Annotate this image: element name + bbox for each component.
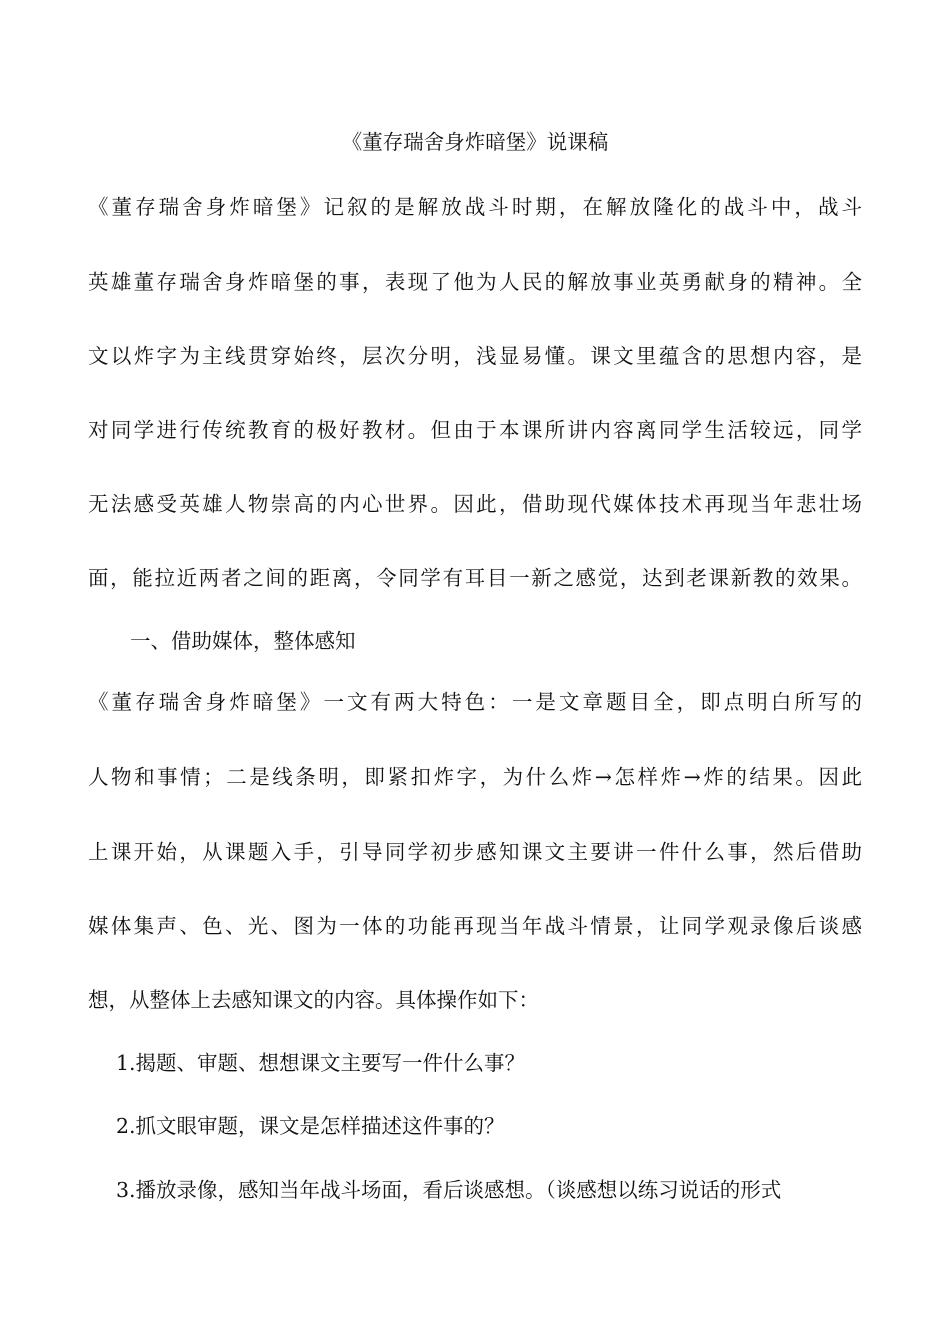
paragraph-1-line-3: 文以炸字为主线贯穿始终，层次分明，浅显易懂。课文里蕴含的思想内容，是	[88, 344, 862, 368]
paragraph-2-line-4: 媒体集声、色、光、图为一体的功能再现当年战斗情景，让同学观录像后谈感	[88, 914, 862, 938]
paragraph-2-line-5: 想，从整体上去感知课文的内容。具体操作如下：	[88, 988, 539, 1012]
paragraph-1-line-6: 面，能拉近两者之间的距离，令同学有耳目一新之感觉，达到老课新教的效果。	[88, 566, 862, 590]
paragraph-1-line-1: 《董存瑞舍身炸暗堡》记叙的是解放战斗时期，在解放隆化的战斗中，战斗	[88, 195, 862, 219]
step-1: 1.揭题、审题、想想课文主要写一件什么事？	[116, 1051, 526, 1075]
paragraph-2-line-3: 上课开始，从课题入手，引导同学初步感知课文主要讲一件什么事，然后借助	[88, 840, 862, 864]
document-title: 《董存瑞舍身炸暗堡》说课稿	[341, 130, 609, 154]
step-2: 2.抓文眼审题，课文是怎样描述这件事的？	[116, 1114, 505, 1138]
paragraph-1-line-4: 对同学进行传统教育的极好教材。但由于本课所讲内容离同学生活较远，同学	[88, 418, 862, 442]
paragraph-2-line-2: 人物和事情；二是线条明，即紧扣炸字，为什么炸→怎样炸→炸的结果。因此	[88, 765, 862, 789]
paragraph-1-line-5: 无法感受英雄人物崇高的内心世界。因此，借助现代媒体技术再现当年悲壮场	[88, 492, 862, 516]
section-1-heading: 一、借助媒体，整体感知	[130, 629, 356, 653]
step-3: 3.播放录像，感知当年战斗场面，看后谈感想。（谈感想以练习说话的形式	[116, 1178, 782, 1202]
paragraph-1-line-2: 英雄董存瑞舍身炸暗堡的事，表现了他为人民的解放事业英勇献身的精神。全	[88, 270, 862, 294]
paragraph-2-line-1: 《董存瑞舍身炸暗堡》一文有两大特色：一是文章题目全，即点明白所写的	[88, 690, 862, 714]
